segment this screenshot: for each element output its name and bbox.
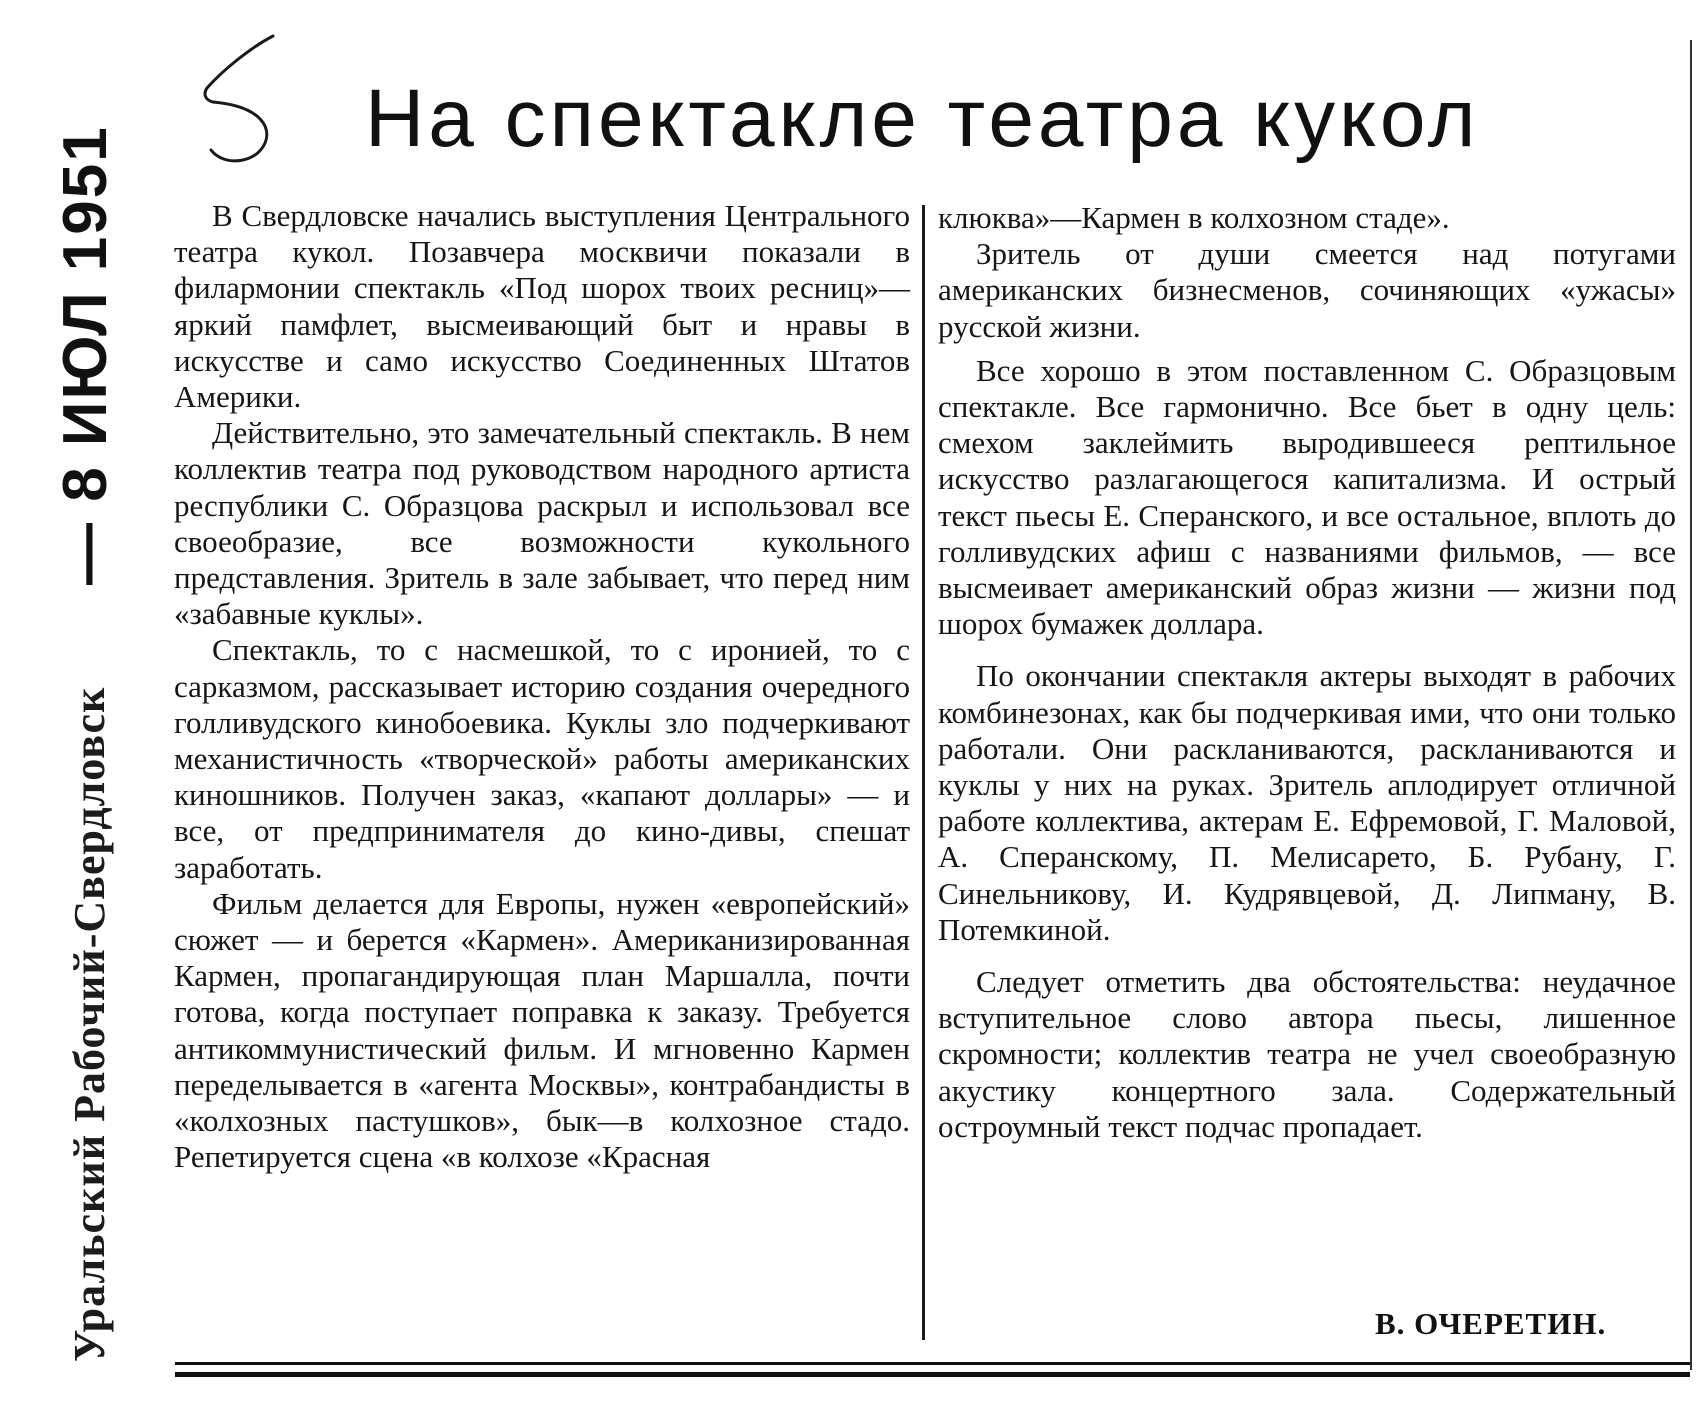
column-divider	[922, 205, 925, 1340]
article-column-left	[174, 198, 910, 1175]
paragraph: Все хорошо в этом поставленном С. Образцовым спектакле. Все гармонично. Все бьет в одну цель: смехом заклеймить выродившееся рептильное искусство разлагающегося капитализма. И острый текст пьесы Е. Сперанского, и все остальное, вплоть до голливудских афиш с названиями фильмов, — все высмеивает американский образ жизни — жизни под шорох бумажек доллара.	[938, 352, 1676, 642]
article-column-right	[938, 200, 1676, 1145]
paragraph: Зритель от души смеется над потугами американских бизнесменов, сочиняющих «ужасы» русской жизни.	[938, 236, 1676, 344]
stamp-date: — 8 ИЮЛ 1951	[51, 125, 120, 585]
handwritten-number-mark	[195, 30, 295, 170]
paragraph: Действительно, это замечательный спектакль. В нем коллектив театра под руководством народного артиста республики С. Образцова раскрыл и использовал все своеобразие, все возможности кукольного представления. Зритель в зале забывает, что перед ним «забавные куклы».	[174, 415, 910, 632]
stamp-newspaper-name: Уральский Рабочий-Свердловск	[65, 686, 114, 1362]
paragraph: Следует отметить два обстоятельства: неудачное вступительное слово автора пьесы, лишенное скромности; коллектив театра не учел своеобразную акустику концертного зала. Содержательный остроумный текст подчас пропадает.	[938, 964, 1676, 1144]
paragraph: Фильм делается для Европы, нужен «европейский» сюжет — и берется «Кармен». Американизированная Кармен, пропагандирующая план Маршалла, почти готова, когда поступает поправка к заказу. Требуется антикоммунистический фильм. И мгновенно Кармен переделывается в «агента Москвы», контрабандисты в «колхозных пастушков», бык—в колхозное стадо. Репетируется сцена «в колхозе «Красная	[174, 885, 910, 1175]
paragraph: По окончании спектакля актеры выходят в рабочих комбинезонах, как бы подчеркивая ими, что они только работали. Они раскланиваются, раскланиваются и куклы у них на руках. Зритель аплодирует отличной работе коллектива, актерам Е. Ефремовой, Г. Маловой, А. Сперанскому, П. Мелисарето, Б. Рубану, Г. Синельникову, И. Кудрявцевой, Д. Липману, В. Потемкиной.	[938, 658, 1676, 947]
author-signature: В. ОЧЕРЕТИН.	[1375, 1306, 1607, 1341]
paragraph: клюква»—Кармен в колхозном стаде».	[938, 200, 1450, 235]
bottom-rule	[175, 1362, 1690, 1365]
paragraph: В Свердловске начались выступления Центрального театра кукол. Позавчера москвичи показали в филармонии спектакль «Под шорох твоих ресниц»—яркий памфлет, высмеивающий быт и нравы в искусстве и само искусство Соединенных Штатов Америки.	[174, 198, 910, 415]
page-edge-line	[1690, 40, 1692, 1370]
article-headline: На спектакле театра кукол	[365, 73, 1480, 164]
paragraph: Спектакль, то с насмешкой, то с иронией, то с сарказмом, рассказывает историю создания очередного голливудского кинобоевика. Куклы зло подчеркивают механистичность «творческой» работы американских киношников. Получен заказ, «капают доллары» — и все, от предпринимателя до кино-дивы, спешат заработать.	[174, 632, 910, 885]
bottom-rule-thick	[175, 1372, 1690, 1377]
